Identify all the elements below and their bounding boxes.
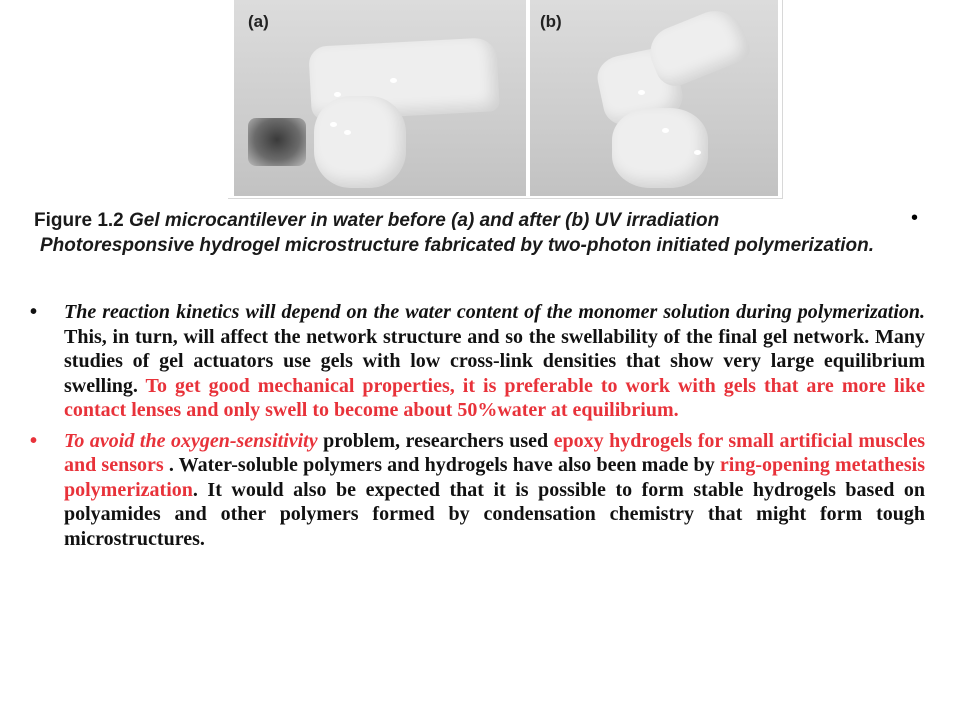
bent-base bbox=[612, 108, 708, 188]
bullet-2-italic-red: To avoid the oxygen-sensitivity bbox=[64, 429, 318, 452]
bullet-2-text-a: problem, researchers used bbox=[317, 429, 554, 452]
bullet-2-text-b: . Water-soluble polymers and hydrogels have also been made by bbox=[163, 454, 720, 476]
caption-subtext: Photoresponsive hydrogel microstructure fabricated by two-photon initiated polymerization. bbox=[40, 235, 874, 256]
bullet-2-text-c: . It would also be expected that it is possible to form stable hydrogels based on polyamides and other polymers formed by condensation chemistry that might form tough microstructures. bbox=[64, 478, 925, 550]
caption-lead: Figure 1.2 bbox=[34, 210, 130, 231]
bullet-2-highlight-b: ring-opening metathesis polymerization bbox=[64, 454, 925, 501]
bullet-list bbox=[30, 300, 925, 557]
panel-b-label: (b) bbox=[540, 12, 562, 31]
bullet-1-highlight: To get good mechanical properties, it is preferable to work with gels that are more like contact lenses and only swell to become about 50%water at equilibrium. bbox=[64, 374, 925, 421]
figure-caption bbox=[34, 208, 924, 258]
dark-object bbox=[248, 118, 306, 166]
bullet-item bbox=[30, 429, 925, 552]
bent-arm-upper bbox=[643, 2, 754, 92]
bullet-marker: • bbox=[30, 429, 38, 452]
caption-bullet: • bbox=[911, 207, 919, 229]
cantilever-base bbox=[314, 96, 406, 188]
caption-text: Gel microcantilever in water before (a) and after (b) UV irradiation bbox=[129, 210, 720, 231]
panel-a-label: (a) bbox=[248, 12, 269, 31]
bullet-marker: • bbox=[30, 301, 38, 323]
panel-b-photo bbox=[530, 0, 778, 196]
bullet-1-text: This, in turn, will affect the network structure and so the swellability of the final gel network. Many studies of gel actuators use gels with low cross-link densities that show very large equilibrium swelling. bbox=[64, 325, 925, 397]
bullet-1-italic: The reaction kinetics will depend on the water content of the monomer solution during polymerization. bbox=[64, 301, 925, 323]
bullet-item bbox=[30, 300, 925, 423]
figure-image bbox=[228, 0, 783, 199]
bullet-2-highlight-a: epoxy hydrogels for small artificial muscles and sensors bbox=[64, 429, 925, 476]
panel-a-photo bbox=[234, 0, 526, 196]
